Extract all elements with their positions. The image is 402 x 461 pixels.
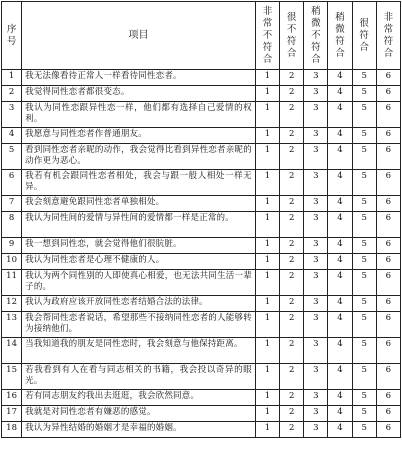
score-option-5[interactable]: 5 xyxy=(352,128,376,144)
table-row xyxy=(2,338,401,364)
score-option-6[interactable]: 6 xyxy=(376,144,400,170)
score-option-3[interactable]: 3 xyxy=(304,406,328,422)
score-option-6[interactable]: 6 xyxy=(376,422,400,438)
score-option-1[interactable]: 1 xyxy=(255,422,279,438)
score-option-4[interactable]: 4 xyxy=(328,312,352,338)
score-option-6[interactable]: 6 xyxy=(376,86,400,102)
score-option-3[interactable]: 3 xyxy=(304,338,328,364)
item-statement: 我认为同性恋者是心理不健康的人。 xyxy=(22,254,256,270)
table-row xyxy=(2,312,401,338)
score-option-4[interactable]: 4 xyxy=(328,86,352,102)
header-item: 项目 xyxy=(22,2,256,70)
score-option-2[interactable]: 2 xyxy=(280,406,304,422)
row-number: 5 xyxy=(2,144,22,170)
table-row xyxy=(2,254,401,270)
score-option-5[interactable]: 5 xyxy=(352,390,376,406)
score-option-3[interactable]: 3 xyxy=(304,86,328,102)
score-option-4[interactable]: 4 xyxy=(328,70,352,86)
table-header-row xyxy=(2,2,401,70)
score-option-1[interactable]: 1 xyxy=(255,170,279,196)
item-statement: 看到同性恋者亲昵的动作，我会觉得比看到异性恋者亲昵的动作更为恶心。 xyxy=(22,144,256,170)
score-option-3[interactable]: 3 xyxy=(304,312,328,338)
score-option-5[interactable]: 5 xyxy=(352,338,376,364)
table-row xyxy=(2,238,401,254)
item-statement: 我认为同性间的爱情与异性间的爱情都一样是正常的。 xyxy=(22,212,256,238)
score-option-2[interactable]: 2 xyxy=(280,128,304,144)
item-statement: 我愿意与同性恋者作普通朋友。 xyxy=(22,128,256,144)
score-option-1[interactable]: 1 xyxy=(255,338,279,364)
row-number: 9 xyxy=(2,238,22,254)
score-option-5[interactable]: 5 xyxy=(352,196,376,212)
score-option-3[interactable]: 3 xyxy=(304,170,328,196)
score-option-4[interactable]: 4 xyxy=(328,296,352,312)
table-row xyxy=(2,390,401,406)
header-no: 序 号 xyxy=(2,2,22,70)
score-option-6[interactable]: 6 xyxy=(376,254,400,270)
row-number: 8 xyxy=(2,212,22,238)
score-option-4[interactable]: 4 xyxy=(328,196,352,212)
score-option-5[interactable]: 5 xyxy=(352,238,376,254)
score-option-2[interactable]: 2 xyxy=(280,338,304,364)
item-statement: 我会帮同性恋者说话，希望那些不接纳同性恋者的人能够转为接纳他们。 xyxy=(22,312,256,338)
score-option-2[interactable]: 2 xyxy=(280,270,304,296)
table-row xyxy=(2,196,401,212)
score-option-1[interactable]: 1 xyxy=(255,196,279,212)
item-statement: 我认为异性结婚的婚姻才是幸福的婚姻。 xyxy=(22,422,256,438)
row-number: 4 xyxy=(2,128,22,144)
score-option-6[interactable]: 6 xyxy=(376,364,400,390)
score-option-1[interactable]: 1 xyxy=(255,296,279,312)
score-option-5[interactable]: 5 xyxy=(352,422,376,438)
score-option-6[interactable]: 6 xyxy=(376,170,400,196)
row-number: 11 xyxy=(2,270,22,296)
score-option-5[interactable]: 5 xyxy=(352,170,376,196)
item-statement: 若有同志朋友约我出去逛逛，我会欣然同意。 xyxy=(22,390,256,406)
score-option-3[interactable]: 3 xyxy=(304,70,328,86)
score-option-4[interactable]: 4 xyxy=(328,406,352,422)
table-row xyxy=(2,70,401,86)
score-option-2[interactable]: 2 xyxy=(280,170,304,196)
item-statement: 我觉得同性恋者都很变态。 xyxy=(22,86,256,102)
score-option-4[interactable]: 4 xyxy=(328,390,352,406)
score-option-3[interactable]: 3 xyxy=(304,422,328,438)
score-option-4[interactable]: 4 xyxy=(328,212,352,238)
score-option-3[interactable]: 3 xyxy=(304,254,328,270)
row-number: 13 xyxy=(2,312,22,338)
item-statement: 我无法像看待正常人一样看待同性恋者。 xyxy=(22,70,256,86)
score-option-3[interactable]: 3 xyxy=(304,144,328,170)
score-option-5[interactable]: 5 xyxy=(352,212,376,238)
score-option-6[interactable]: 6 xyxy=(376,406,400,422)
score-option-4[interactable]: 4 xyxy=(328,254,352,270)
score-option-6[interactable]: 6 xyxy=(376,128,400,144)
row-number: 1 xyxy=(2,70,22,86)
table-row xyxy=(2,364,401,390)
score-option-6[interactable]: 6 xyxy=(376,338,400,364)
score-option-1[interactable]: 1 xyxy=(255,364,279,390)
score-option-1[interactable]: 1 xyxy=(255,312,279,338)
header-scale-6: 非 常 符 合 xyxy=(376,2,400,70)
score-option-1[interactable]: 1 xyxy=(255,70,279,86)
score-option-3[interactable]: 3 xyxy=(304,102,328,128)
score-option-5[interactable]: 5 xyxy=(352,254,376,270)
score-option-2[interactable]: 2 xyxy=(280,238,304,254)
score-option-4[interactable]: 4 xyxy=(328,128,352,144)
row-number: 14 xyxy=(2,338,22,364)
row-number: 7 xyxy=(2,196,22,212)
table-row xyxy=(2,102,401,128)
score-option-5[interactable]: 5 xyxy=(352,406,376,422)
table-row xyxy=(2,270,401,296)
score-option-2[interactable]: 2 xyxy=(280,364,304,390)
row-number: 17 xyxy=(2,406,22,422)
score-option-2[interactable]: 2 xyxy=(280,390,304,406)
score-option-2[interactable]: 2 xyxy=(280,144,304,170)
score-option-2[interactable]: 2 xyxy=(280,86,304,102)
score-option-4[interactable]: 4 xyxy=(328,170,352,196)
header-scale-5: 很 符 合 xyxy=(352,2,376,70)
row-number: 6 xyxy=(2,170,22,196)
score-option-1[interactable]: 1 xyxy=(255,128,279,144)
header-scale-1: 非 常 不 符 合 xyxy=(255,2,279,70)
score-option-1[interactable]: 1 xyxy=(255,238,279,254)
score-option-3[interactable]: 3 xyxy=(304,238,328,254)
table-row xyxy=(2,212,401,238)
score-option-5[interactable]: 5 xyxy=(352,70,376,86)
row-number: 12 xyxy=(2,296,22,312)
item-statement: 我认为同性恋跟异性恋一样，他们都有选择自己爱情的权利。 xyxy=(22,102,256,128)
score-option-2[interactable]: 2 xyxy=(280,254,304,270)
score-option-1[interactable]: 1 xyxy=(255,254,279,270)
item-statement: 我就是对同性恋者有嫌恶的感觉。 xyxy=(22,406,256,422)
header-scale-3: 稍 微 不 符 合 xyxy=(304,2,328,70)
score-option-5[interactable]: 5 xyxy=(352,144,376,170)
score-option-2[interactable]: 2 xyxy=(280,102,304,128)
table-row xyxy=(2,296,401,312)
score-option-4[interactable]: 4 xyxy=(328,270,352,296)
score-option-4[interactable]: 4 xyxy=(328,364,352,390)
score-option-5[interactable]: 5 xyxy=(352,86,376,102)
survey-page xyxy=(1,1,401,460)
row-number: 18 xyxy=(2,422,22,438)
item-statement: 若我看到有人在看与同志相关的书籍，我会投以奇异的眼光。 xyxy=(22,364,256,390)
score-option-3[interactable]: 3 xyxy=(304,390,328,406)
item-statement: 当我知道我的朋友是同性恋时，我会刻意与他保持距离。 xyxy=(22,338,256,364)
score-option-1[interactable]: 1 xyxy=(255,390,279,406)
item-statement: 我若有机会跟同性恋者相处，我会与跟一般人相处一样无异。 xyxy=(22,170,256,196)
row-number: 3 xyxy=(2,102,22,128)
table-row xyxy=(2,422,401,438)
score-option-4[interactable]: 4 xyxy=(328,144,352,170)
row-number: 16 xyxy=(2,390,22,406)
score-option-6[interactable]: 6 xyxy=(376,212,400,238)
score-option-5[interactable]: 5 xyxy=(352,102,376,128)
score-option-4[interactable]: 4 xyxy=(328,238,352,254)
score-option-3[interactable]: 3 xyxy=(304,364,328,390)
item-statement: 我会刻意避免跟同性恋者单独相处。 xyxy=(22,196,256,212)
item-statement: 我一想到同性恋，就会觉得他们很肮脏。 xyxy=(22,238,256,254)
score-option-3[interactable]: 3 xyxy=(304,212,328,238)
attitude-scale-table xyxy=(1,1,401,438)
score-option-1[interactable]: 1 xyxy=(255,86,279,102)
score-option-6[interactable]: 6 xyxy=(376,102,400,128)
score-option-2[interactable]: 2 xyxy=(280,312,304,338)
header-scale-4: 稍 微 符 合 xyxy=(328,2,352,70)
score-option-6[interactable]: 6 xyxy=(376,238,400,254)
score-option-6[interactable]: 6 xyxy=(376,390,400,406)
table-row xyxy=(2,170,401,196)
row-number: 10 xyxy=(2,254,22,270)
score-option-1[interactable]: 1 xyxy=(255,406,279,422)
score-option-6[interactable]: 6 xyxy=(376,296,400,312)
row-number: 15 xyxy=(2,364,22,390)
score-option-4[interactable]: 4 xyxy=(328,422,352,438)
score-option-1[interactable]: 1 xyxy=(255,270,279,296)
score-option-6[interactable]: 6 xyxy=(376,70,400,86)
score-option-3[interactable]: 3 xyxy=(304,296,328,312)
header-scale-2: 很 不 符 合 xyxy=(280,2,304,70)
item-statement: 我认为两个同性别的人即使真心相爱，也无法共同生活一辈子的。 xyxy=(22,270,256,296)
score-option-5[interactable]: 5 xyxy=(352,296,376,312)
score-option-2[interactable]: 2 xyxy=(280,196,304,212)
table-row xyxy=(2,406,401,422)
score-option-5[interactable]: 5 xyxy=(352,270,376,296)
score-option-2[interactable]: 2 xyxy=(280,70,304,86)
score-option-5[interactable]: 5 xyxy=(352,312,376,338)
score-option-1[interactable]: 1 xyxy=(255,212,279,238)
score-option-3[interactable]: 3 xyxy=(304,270,328,296)
score-option-6[interactable]: 6 xyxy=(376,270,400,296)
table-row xyxy=(2,128,401,144)
score-option-4[interactable]: 4 xyxy=(328,102,352,128)
score-option-5[interactable]: 5 xyxy=(352,364,376,390)
score-option-6[interactable]: 6 xyxy=(376,196,400,212)
score-option-3[interactable]: 3 xyxy=(304,196,328,212)
score-option-2[interactable]: 2 xyxy=(280,422,304,438)
score-option-1[interactable]: 1 xyxy=(255,144,279,170)
table-row xyxy=(2,144,401,170)
score-option-2[interactable]: 2 xyxy=(280,296,304,312)
row-number: 2 xyxy=(2,86,22,102)
table-row xyxy=(2,86,401,102)
score-option-3[interactable]: 3 xyxy=(304,128,328,144)
score-option-2[interactable]: 2 xyxy=(280,212,304,238)
score-option-4[interactable]: 4 xyxy=(328,338,352,364)
item-statement: 我认为政府应该开放同性恋者结婚合法的法律。 xyxy=(22,296,256,312)
score-option-6[interactable]: 6 xyxy=(376,312,400,338)
score-option-1[interactable]: 1 xyxy=(255,102,279,128)
